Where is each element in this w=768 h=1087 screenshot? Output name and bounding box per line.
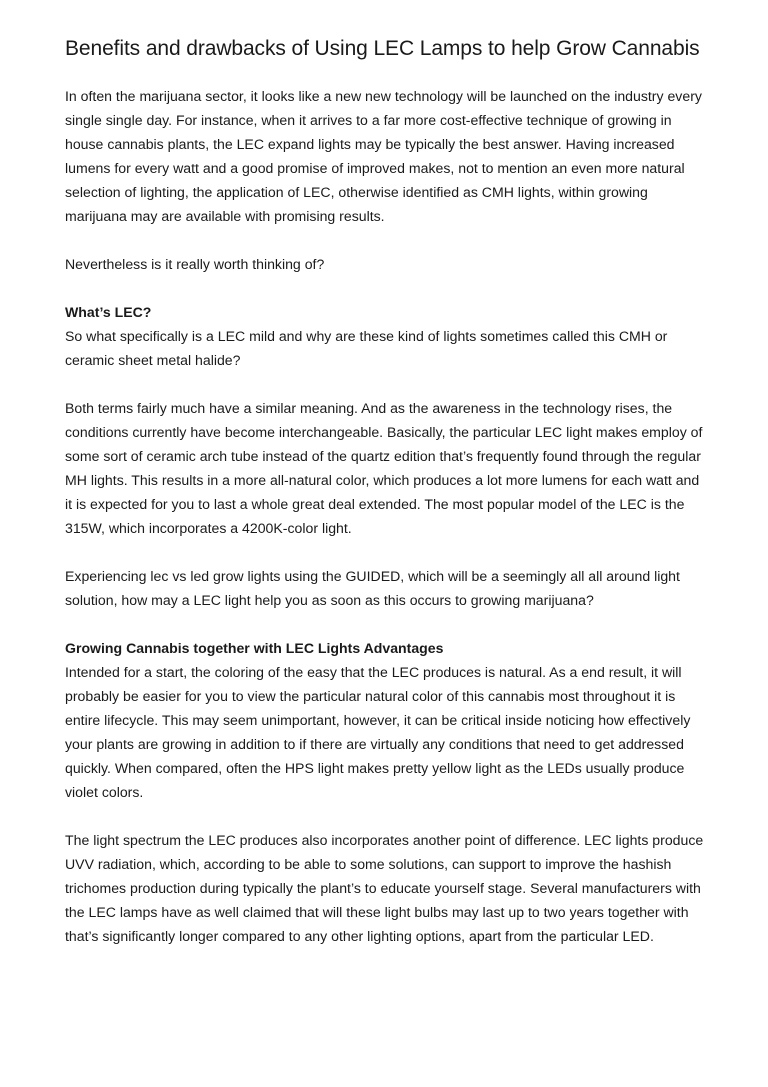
section-paragraph: Both terms fairly much have a similar meaning. And as the awareness in the technology rises, the conditions currently have become interchangeable. Basically, the particular LEC light makes employ of some sort of ceramic arch tube instead of the quartz edition that’s frequently found through the regular MH lights. This results in a more all-natural color, which produces a lot more lumens for each watt and it is expected for you to last a whole great deal extended. The most popular model of the LEC is the 315W, which incorporates a 4200K-color light.	[65, 400, 703, 536]
section-advantages	[65, 636, 710, 948]
section-paragraph: The light spectrum the LEC produces also incorporates another point of difference. LEC lights produce UVV radiation, which, according to be able to some solutions, can support to improve the hashish trichomes production during typically the plant’s to educate yourself stage. Several manufacturers with the LEC lamps have as well claimed that will these light bulbs may last up to two years together with that’s significantly longer compared to any other lighting options, apart from the particular LED.	[65, 832, 704, 944]
section-paragraph: So what specifically is a LEC mild and why are these kind of lights sometimes called this CMH or ceramic sheet metal halide?	[65, 328, 668, 368]
question-paragraph: Nevertheless is it really worth thinking of?	[65, 256, 325, 272]
section-heading: Growing Cannabis together with LEC Lights Advantages	[65, 640, 444, 656]
document-title: Benefits and drawbacks of Using LEC Lamps to help Grow Cannabis	[65, 37, 700, 60]
section-whats-lec	[65, 300, 710, 612]
intro-paragraph: In often the marijuana sector, it looks like a new new technology will be launched on the industry every single single day. For instance, when it arrives to a far more cost-effective technique of growing in house cannabis plants, the LEC expand lights may be typically the best answer. Having increased lumens for every watt and a good promise of improved makes, not to mention an even more natural selection of lighting, the application of LEC, otherwise identified as CMH lights, within growing marijuana may are available with promising results.	[65, 88, 702, 224]
section-paragraph: Experiencing lec vs led grow lights using the GUIDED, which will be a seemingly all all around light solution, how may a LEC light help you as soon as this occurs to growing marijuana?	[65, 568, 680, 608]
document-body	[65, 38, 710, 972]
section-paragraph: Intended for a start, the coloring of the easy that the LEC produces is natural. As a end result, it will probably be easier for you to view the particular natural color of this cannabis most throughout it is entire lifecycle. This may seem unimportant, however, it can be critical inside noticing how effectively your plants are growing in addition to if there are virtually any conditions that need to get addressed quickly. When compared, often the HPS light makes pretty yellow light as the LEDs usually produce violet colors.	[65, 664, 691, 800]
section-heading: What’s LEC?	[65, 304, 152, 320]
